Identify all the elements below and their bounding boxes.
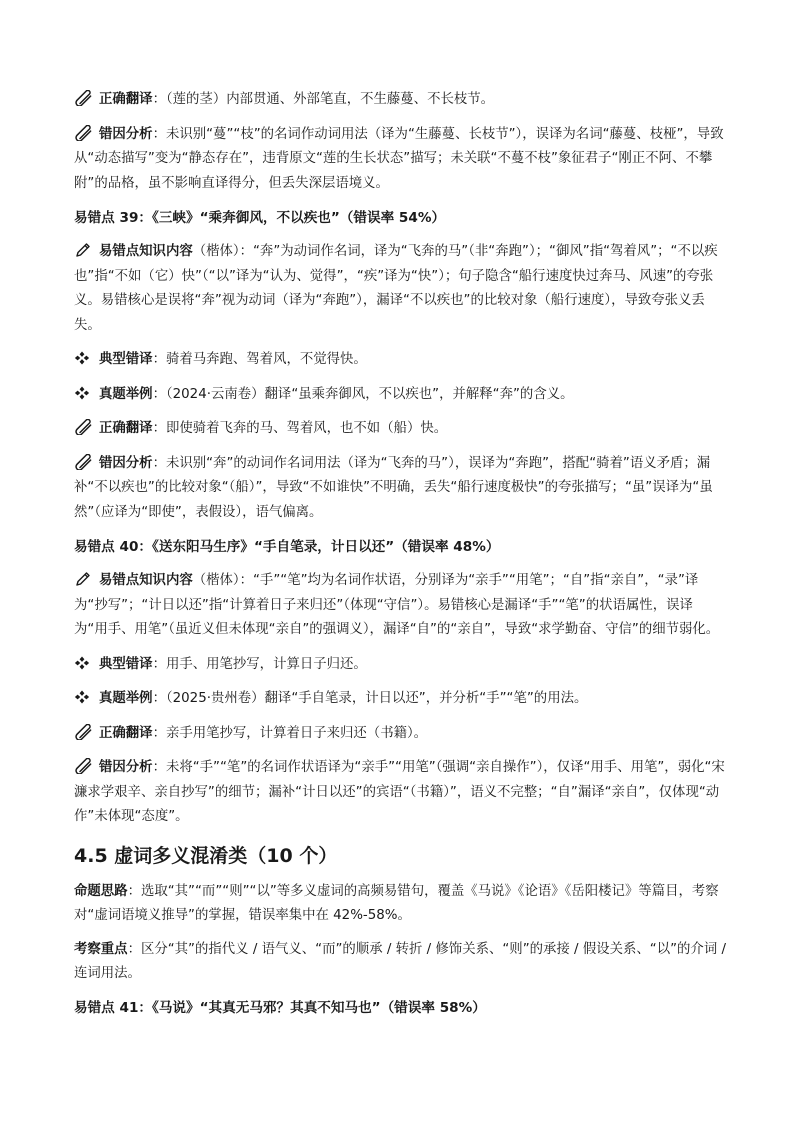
- error-analysis-block-39: [74, 452, 726, 526]
- pen-icon: [74, 571, 94, 587]
- correct-text: ：亲手用笔抄写，计算着日子来归还（书籍）。: [152, 725, 428, 741]
- correct-label: 正确翻译: [99, 92, 153, 107]
- paperclip-icon: [74, 419, 94, 435]
- typical-error-block-40: [74, 653, 726, 678]
- paperclip-icon: [74, 758, 94, 774]
- exam-label: 真题举例: [99, 691, 153, 706]
- correct-translation-block: [74, 88, 726, 113]
- typical-error-block-39: [74, 348, 726, 373]
- error-analysis-text: ：未识别“蔓”“枝”的名词作动词用法（译为“生藤蔓、长枝节”），误译为名词“藤蔓、枝桠”，导致从“动态描写”变为“静态存在”，违背原文“莲的生长状态”描写；未关联“不蔓不枝”象征君子“刚正不阿、不攀附”的品格，虽不影响直译得分，但丢失深层语境义。: [74, 126, 724, 191]
- error-analysis-label: 错因分析: [99, 126, 153, 142]
- knowledge-label: 易错点知识内容: [99, 244, 193, 259]
- idea-label: 命题思路: [74, 883, 128, 899]
- pen-icon: [74, 242, 94, 258]
- typical-label: 典型错译: [99, 352, 153, 367]
- correct-label: 正确翻译: [99, 421, 153, 436]
- idea-text: ：选取“其”“而”“则”“以”等多义虚词的高频易错句，覆盖《马说》《论语》《岳阳楼记》等篇目，考察对“虚词语境义推导”的掌握，错误率集中在 42%-58%。: [74, 883, 719, 923]
- knowledge-block-39: [74, 240, 726, 338]
- diamond-bullet-icon: [74, 655, 94, 671]
- error-point-39-heading: 易错点 39：《三峡》“乘奔御风，不以疾也”（错误率 54%）: [74, 210, 446, 226]
- error-analysis-label: 错因分析: [99, 455, 153, 471]
- error-analysis-label: 错因分析: [99, 760, 153, 775]
- paperclip-icon: [74, 125, 94, 141]
- knowledge-text: “手”“笔”均为名词作状语，分别译为“亲手”“用笔”；“自”指“亲自”，“录”译为“抄写”；“计日以还”指“计算着日子来归还”（体现“守信”）。易错核心是漏译“手”“笔”的状语属性，误译为“用手、用笔”（虽近义但未体现“亲自”的强调义），漏译“自”的“亲自”，导致“求学勤奋、守信”的细节弱化。: [74, 573, 720, 637]
- paperclip-icon: [74, 90, 94, 106]
- exam-label: 真题举例: [99, 386, 153, 402]
- correct-translation-block-39: [74, 417, 726, 442]
- typical-text: ：骑着马奔跑、驾着风，不觉得快。: [152, 352, 367, 367]
- knowledge-suffix: （楷体）：: [192, 244, 253, 259]
- diamond-bullet-icon: [74, 350, 94, 366]
- focus-text: ：区分“其”的指代义 / 语气义、“而”的顺承 / 转折 / 修饰关系、“则”的承接 / 假设关系、“以”的介词 / 连词用法。: [74, 941, 726, 981]
- knowledge-label: 易错点知识内容: [99, 573, 193, 588]
- correct-text: ：即使骑着飞奔的马、驾着风，也不如（船）快。: [152, 421, 448, 436]
- section-4-5-title: 4.5 虚词多义混淆类（10 个）: [74, 844, 338, 867]
- correct-label: 正确翻译: [99, 725, 153, 741]
- knowledge-text: “奔”为动词作名词，译为“飞奔的马”（非“奔跑”）；“御风”指“驾着风”；“不以疾也”指“不如（它）快”（“以”译为“认为、觉得”，“疾”译为“快”）；句子隐含“船行速度快过奔马、风速”的夸张义。易错核心是误将“奔”视为动词（译为“奔跑”），漏译“不以疾也”的比较对象（船行速度），导致夸张义丢失。: [74, 244, 718, 333]
- focus-paragraph: [74, 938, 726, 986]
- focus-label: 考察重点: [74, 941, 128, 957]
- knowledge-suffix: （楷体）：: [192, 573, 253, 588]
- error-analysis-block-40: [74, 756, 726, 830]
- error-point-40-heading: 易错点 40：《送东阳马生序》“手自笔录，计日以还”（错误率 48%）: [74, 539, 500, 555]
- typical-text: ：用手、用笔抄写，计算日子归还。: [152, 656, 367, 672]
- exam-example-block-40: [74, 687, 726, 712]
- exam-text: ：（2024·云南卷）翻译“虽乘奔御风，不以疾也”，并解释“奔”的含义。: [152, 386, 574, 402]
- diamond-bullet-icon: [74, 385, 94, 401]
- document-page: [74, 88, 726, 1030]
- exam-text: ：（2025·贵州卷）翻译“手自笔录，计日以还”，并分析“手”“笔”的用法。: [152, 691, 588, 706]
- diamond-bullet-icon: [74, 689, 94, 705]
- exam-example-block-39: [74, 383, 726, 408]
- knowledge-block-40: [74, 569, 726, 643]
- paperclip-icon: [74, 724, 94, 740]
- correct-translation-block-40: [74, 722, 726, 747]
- error-analysis-block: [74, 123, 726, 197]
- error-point-41-heading: 易错点 41：《马说》“其真无马邪？其真不知马也”（错误率 58%）: [74, 999, 486, 1016]
- correct-text: ：（莲的茎）内部贯通、外部笔直，不生藤蔓、不长枝节。: [152, 92, 495, 107]
- typical-label: 典型错译: [99, 656, 153, 672]
- proposition-idea-paragraph: [74, 880, 726, 928]
- error-analysis-text: ：未将“手”“笔”的名词作状语译为“亲手”“用笔”（强调“亲自操作”），仅译“用手、用笔”，弱化“宋濂求学艰辛、亲自抄写”的细节；漏补“计日以还”的宾语“（书籍）”，语义不完整；“自”漏译“亲自”，仅体现“动作”未体现“态度”。: [74, 760, 725, 824]
- error-analysis-text: ：未识别“奔”的动词作名词用法（译为“飞奔的马”），误译为“奔跑”，搭配“骑着”语义矛盾；漏补“不以疾也”的比较对象“（船）”，导致“不如谁快”不明确，丢失“船行速度极快”的夸张描写；“虽”误译为“虽然”（应译为“即使”，表假设），语气偏离。: [74, 455, 713, 520]
- paperclip-icon: [74, 454, 94, 470]
